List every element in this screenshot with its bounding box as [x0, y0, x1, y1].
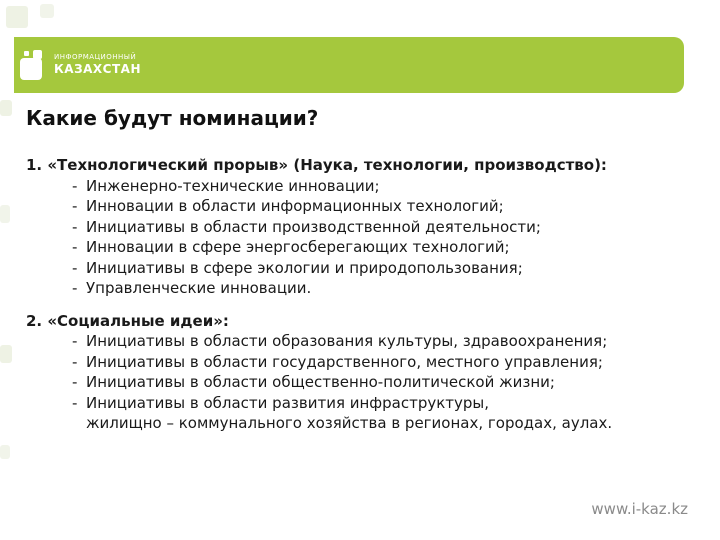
footer-url: www.i-kaz.kz — [591, 500, 688, 518]
decorative-square — [40, 4, 54, 18]
logo-icon — [18, 48, 46, 82]
logo — [18, 44, 141, 88]
list-item: - Инициативы в области развития инфраструктуры, — [72, 393, 696, 414]
section-heading: 1. «Технологический прорыв» (Наука, технологии, производство): — [26, 156, 607, 174]
list-item: - Инициативы в области государственного, местного управления; — [72, 352, 696, 373]
decorative-square — [0, 100, 12, 116]
decorative-square — [6, 6, 28, 28]
page-title: Какие будут номинации? — [26, 106, 319, 130]
decorative-square — [0, 345, 12, 363]
list-item: - Инженерно-технические инновации; — [72, 176, 696, 197]
list-item: - Инициативы в сфере экологии и природопользования; — [72, 258, 696, 279]
list-item: - Инновации в области информационных технологий; — [72, 196, 696, 217]
decorative-square — [0, 445, 10, 459]
list-item: - Инициативы в области производственной деятельности; — [72, 217, 696, 238]
logo-text-main: КАЗАХСТАН — [54, 62, 141, 76]
list-item: - Управленческие инновации. — [72, 278, 696, 299]
list-item: - Инициативы в области образования культуры, здравоохранения; — [72, 331, 696, 352]
decorative-square — [0, 205, 10, 223]
list-item: - Инновации в сфере энергосберегающих технологий; — [72, 237, 696, 258]
nominations-content — [26, 155, 696, 434]
list-item: - Инициативы в области общественно-политической жизни; — [72, 372, 696, 393]
nomination-list — [26, 331, 696, 434]
section-gap — [26, 299, 696, 311]
nomination-list — [26, 176, 696, 299]
list-item: жилищно – коммунального хозяйства в регионах, городах, аулах. — [86, 414, 613, 432]
section-heading: 2. «Социальные идеи»: — [26, 311, 229, 330]
logo-text-top: ИНФОРМАЦИОННЫЙ — [54, 53, 137, 61]
